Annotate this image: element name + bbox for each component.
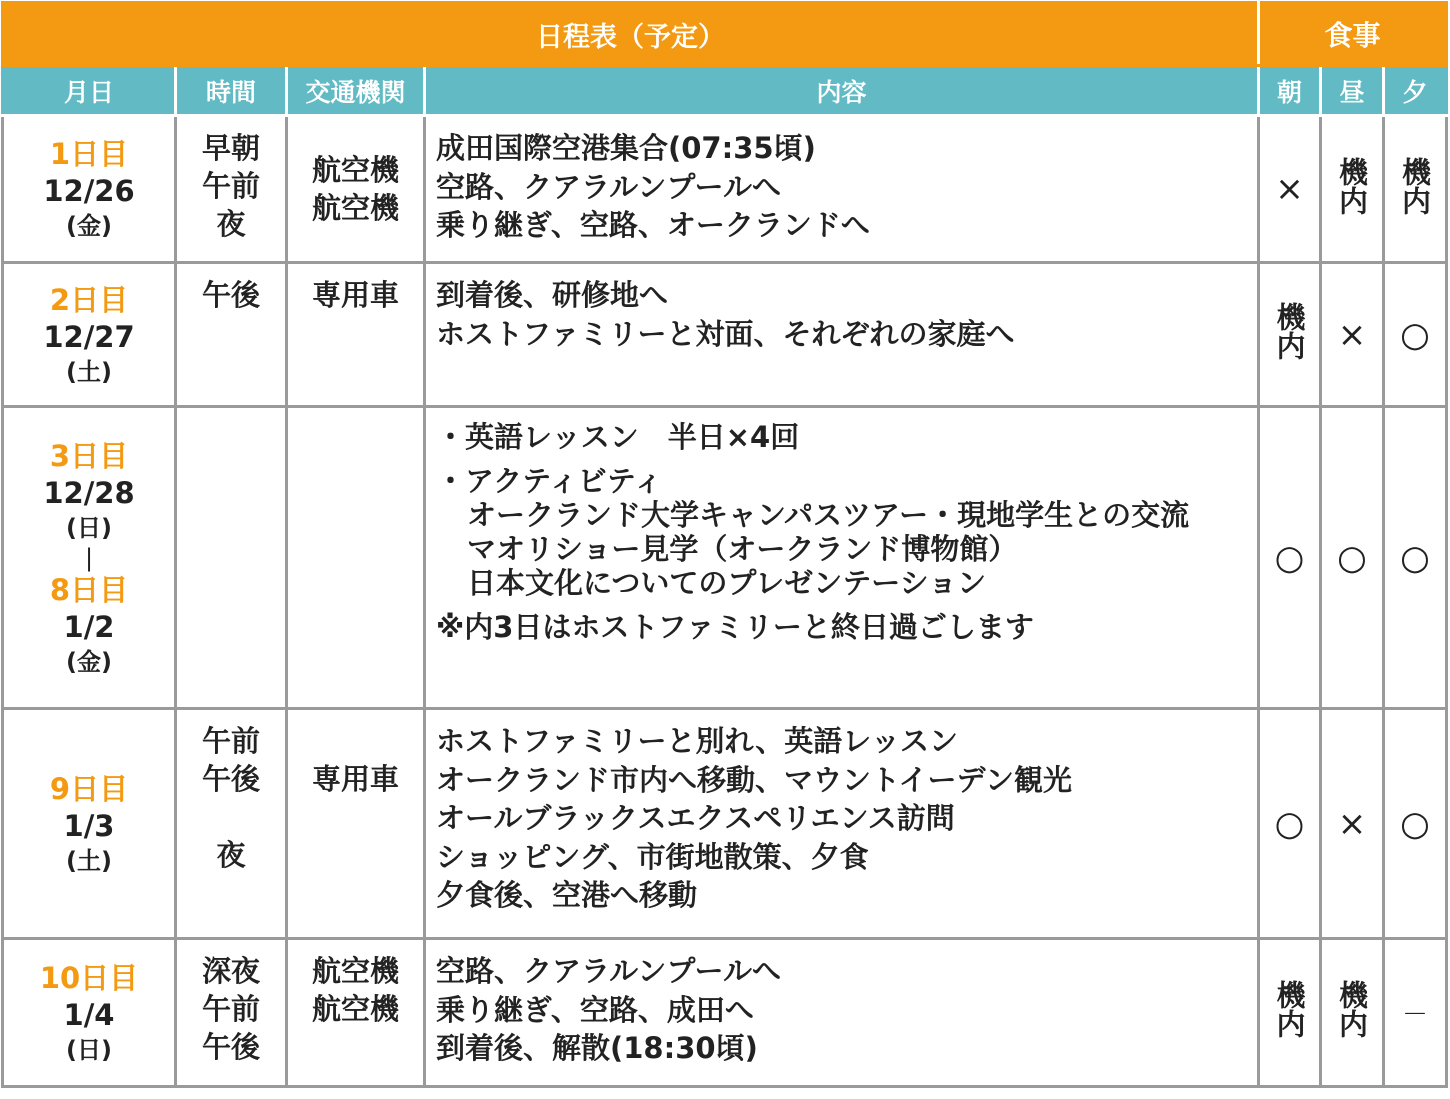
dinner-cell xyxy=(1384,116,1447,263)
col-date-header: 月日 xyxy=(3,66,176,116)
schedule-title: 日程表（予定） xyxy=(3,3,1259,66)
transport-text: 専用車 xyxy=(311,762,399,796)
col-time-header: 時間 xyxy=(176,66,287,116)
content-line: 乗り継ぎ、空路、成田へ xyxy=(436,992,754,1027)
day-label: 3日目 xyxy=(49,438,129,473)
day-label: 10日目 xyxy=(39,960,139,995)
col-lunch-header: 昼 xyxy=(1321,66,1384,116)
time-text: 午後 xyxy=(201,278,260,312)
dinner-value: 機内 xyxy=(1398,156,1432,215)
content-line: 成田国際空港集合(07:35頃) xyxy=(436,131,816,165)
time-text: 早朝 xyxy=(201,131,260,165)
transport-text: 専用車 xyxy=(311,278,399,312)
dinner-value: ○ xyxy=(1400,537,1430,578)
lunch-value: × xyxy=(1337,803,1367,844)
date-label: 1/4 xyxy=(63,997,115,1032)
content-cell xyxy=(425,116,1259,263)
col-dinner-header: 夕 xyxy=(1384,66,1447,116)
lunch-value: × xyxy=(1337,314,1367,355)
time-cell xyxy=(176,263,287,407)
lunch-value: ○ xyxy=(1337,537,1367,578)
time-text: 夜 xyxy=(216,207,246,241)
weekday-label: (土) xyxy=(66,846,112,875)
transport-text: 航空機 xyxy=(311,992,399,1026)
content-line: 日本文化についてのプレゼンテーション xyxy=(467,566,987,600)
content-line: ホストファミリーと別れ、英語レッスン xyxy=(436,724,959,758)
content-cell xyxy=(425,939,1259,1087)
breakfast-cell xyxy=(1259,939,1321,1087)
content-line: 乗り継ぎ、空路、オークランドへ xyxy=(436,208,870,242)
col-content-header: 内容 xyxy=(425,66,1259,116)
time-text: 午前 xyxy=(201,169,260,203)
content-line: 到着後、研修地へ xyxy=(436,278,669,312)
lunch-cell xyxy=(1321,939,1384,1087)
transport-cell xyxy=(287,939,425,1087)
content-line: ※内3日はホストファミリーと終日過ごします xyxy=(436,610,1034,644)
content-cell xyxy=(425,709,1259,939)
transport-text: 航空機 xyxy=(311,191,399,225)
date-cell xyxy=(3,116,176,263)
table-row xyxy=(3,116,1447,263)
lunch-value: 機内 xyxy=(1335,156,1369,215)
dinner-value: ○ xyxy=(1400,803,1430,844)
time-text: 午後 xyxy=(201,762,260,796)
content-line: オークランド市内へ移動、マウントイーデン観光 xyxy=(436,762,1072,797)
content-cell xyxy=(425,263,1259,407)
breakfast-value: ○ xyxy=(1274,803,1305,844)
content-line: ショッピング、市街地散策、夕食 xyxy=(436,839,869,874)
transport-cell xyxy=(287,407,425,709)
breakfast-cell xyxy=(1259,116,1321,263)
date-label: 1/3 xyxy=(63,808,115,843)
content-line: 空路、クアラルンプールへ xyxy=(436,169,781,204)
date-label: 12/28 xyxy=(43,475,135,510)
date-cell xyxy=(3,939,176,1087)
breakfast-value: 機内 xyxy=(1272,302,1307,360)
time-text: 午後 xyxy=(201,1030,260,1064)
breakfast-value: × xyxy=(1275,169,1304,209)
transport-text: 航空機 xyxy=(311,954,399,988)
date-label: 1/2 xyxy=(63,609,115,644)
transport-cell xyxy=(287,709,425,939)
date-label: 12/27 xyxy=(43,319,135,354)
weekday-label: (日) xyxy=(66,513,112,542)
content-line: ・アクティビティ xyxy=(436,464,663,498)
day-label: 1日目 xyxy=(49,137,129,171)
dinner-cell xyxy=(1384,939,1447,1087)
table-row xyxy=(3,709,1447,939)
date-cell xyxy=(3,709,176,939)
dinner-cell xyxy=(1384,407,1447,709)
lunch-value: 機内 xyxy=(1335,980,1369,1038)
schedule-table xyxy=(1,1,1448,1088)
dinner-value: － xyxy=(1401,1000,1428,1030)
time-text xyxy=(177,798,285,836)
weekday-label: (土) xyxy=(66,357,112,386)
content-line: マオリショー見学（オークランド博物館） xyxy=(467,532,1018,566)
time-cell xyxy=(176,116,287,263)
day-label: 2日目 xyxy=(49,282,129,317)
content-line: 到着後、解散(18:30頃) xyxy=(436,1031,758,1065)
table-row xyxy=(3,939,1447,1087)
time-cell xyxy=(176,939,287,1087)
time-text: 夜 xyxy=(216,838,246,872)
content-line: ホストファミリーと対面、それぞれの家庭へ xyxy=(436,316,1015,351)
content-line: 夕食後、空港へ移動 xyxy=(436,878,698,912)
breakfast-cell xyxy=(1259,709,1321,939)
table-row xyxy=(3,263,1447,407)
date-cell xyxy=(3,263,176,407)
lunch-cell xyxy=(1321,407,1384,709)
meals-header: 食事 xyxy=(1259,3,1447,66)
date-cell xyxy=(3,407,176,709)
content-line: オールブラックスエクスペリエンス訪問 xyxy=(436,801,955,835)
content-line: 空路、クアラルンプールへ xyxy=(436,954,781,988)
col-breakfast-header: 朝 xyxy=(1259,66,1321,116)
transport-cell xyxy=(287,263,425,407)
day-label: 8日目 xyxy=(49,572,129,607)
time-cell xyxy=(176,709,287,939)
breakfast-value: ○ xyxy=(1274,537,1305,578)
date-label: 12/26 xyxy=(43,174,135,208)
time-text: 深夜 xyxy=(201,954,260,988)
weekday-label: (日) xyxy=(66,1035,112,1064)
time-cell xyxy=(176,407,287,709)
breakfast-cell xyxy=(1259,407,1321,709)
dinner-cell xyxy=(1384,263,1447,407)
content-cell xyxy=(425,407,1259,709)
transport-text: 航空機 xyxy=(311,153,399,187)
lunch-cell xyxy=(1321,709,1384,939)
dinner-value: ○ xyxy=(1400,314,1430,355)
lunch-cell xyxy=(1321,263,1384,407)
col-transport-header: 交通機関 xyxy=(287,66,425,116)
time-text: 午前 xyxy=(201,992,260,1026)
content-line: ・英語レッスン 半日×4回 xyxy=(436,420,800,454)
time-text: 午前 xyxy=(201,724,260,758)
content-line: オークランド大学キャンパスツアー・現地学生との交流 xyxy=(467,498,1190,532)
transport-cell xyxy=(287,116,425,263)
weekday-label: (金) xyxy=(66,647,112,676)
lunch-cell xyxy=(1321,116,1384,263)
table-row xyxy=(3,407,1447,709)
weekday-label: (金) xyxy=(66,212,112,240)
breakfast-value: 機内 xyxy=(1272,980,1307,1038)
range-separator: | xyxy=(84,543,94,572)
dinner-cell xyxy=(1384,709,1447,939)
day-label: 9日目 xyxy=(49,771,129,806)
breakfast-cell xyxy=(1259,263,1321,407)
